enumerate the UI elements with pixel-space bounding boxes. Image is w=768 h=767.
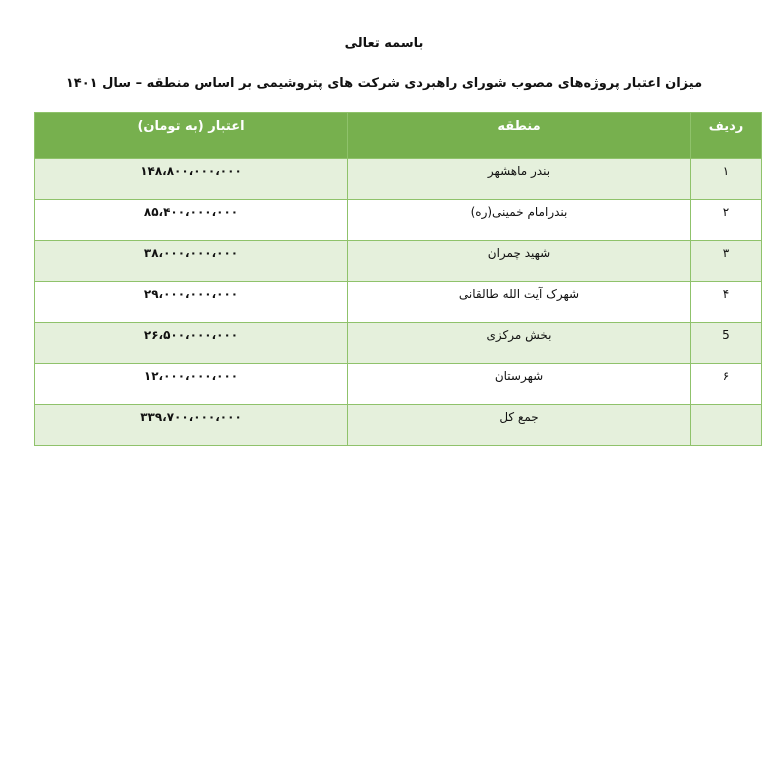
table-row: [35, 159, 762, 200]
total-label-cell: جمع کل: [348, 405, 691, 446]
region-cell: بندر ماهشهر: [348, 159, 691, 200]
page-title: میزان اعتبار پروژه‌های مصوب شورای راهبردی شرکت های پتروشیمی بر اساس منطقه – سال ۱۴۰۱: [65, 76, 703, 91]
invocation-heading: باسمه تعالی: [344, 36, 424, 51]
table-row: [35, 241, 762, 282]
table-row: [35, 323, 762, 364]
table-row: [35, 282, 762, 323]
header-row-number: ردیف: [691, 113, 762, 159]
credit-table: [34, 112, 762, 446]
amount-cell: ۲۶،۵۰۰،۰۰۰،۰۰۰: [35, 323, 348, 364]
row-number-cell: ۶: [691, 364, 762, 405]
row-number-cell: ۴: [691, 282, 762, 323]
header-amount: اعتبار (به تومان): [35, 113, 348, 159]
table-header-row: [35, 113, 762, 159]
row-number-cell: 5: [691, 323, 762, 364]
region-cell: شهرستان: [348, 364, 691, 405]
table-row: [35, 200, 762, 241]
total-amount-cell: ۳۳۹،۷۰۰،۰۰۰،۰۰۰: [35, 405, 348, 446]
region-cell: بندرامام خمینی(ره): [348, 200, 691, 241]
amount-cell: ۳۸،۰۰۰،۰۰۰،۰۰۰: [35, 241, 348, 282]
row-number-cell: ۲: [691, 200, 762, 241]
table-row: [35, 364, 762, 405]
region-cell: شهید چمران: [348, 241, 691, 282]
amount-cell: ۱۲،۰۰۰،۰۰۰،۰۰۰: [35, 364, 348, 405]
header-region: منطقه: [348, 113, 691, 159]
amount-cell: ۸۵،۴۰۰،۰۰۰،۰۰۰: [35, 200, 348, 241]
amount-cell: ۲۹،۰۰۰،۰۰۰،۰۰۰: [35, 282, 348, 323]
amount-cell: ۱۴۸،۸۰۰،۰۰۰،۰۰۰: [35, 159, 348, 200]
table-total-row: [35, 405, 762, 446]
total-row-number-cell: [691, 405, 762, 446]
region-cell: شهرک آیت الله طالقانی: [348, 282, 691, 323]
region-cell: بخش مرکزی: [348, 323, 691, 364]
row-number-cell: ۳: [691, 241, 762, 282]
row-number-cell: ۱: [691, 159, 762, 200]
